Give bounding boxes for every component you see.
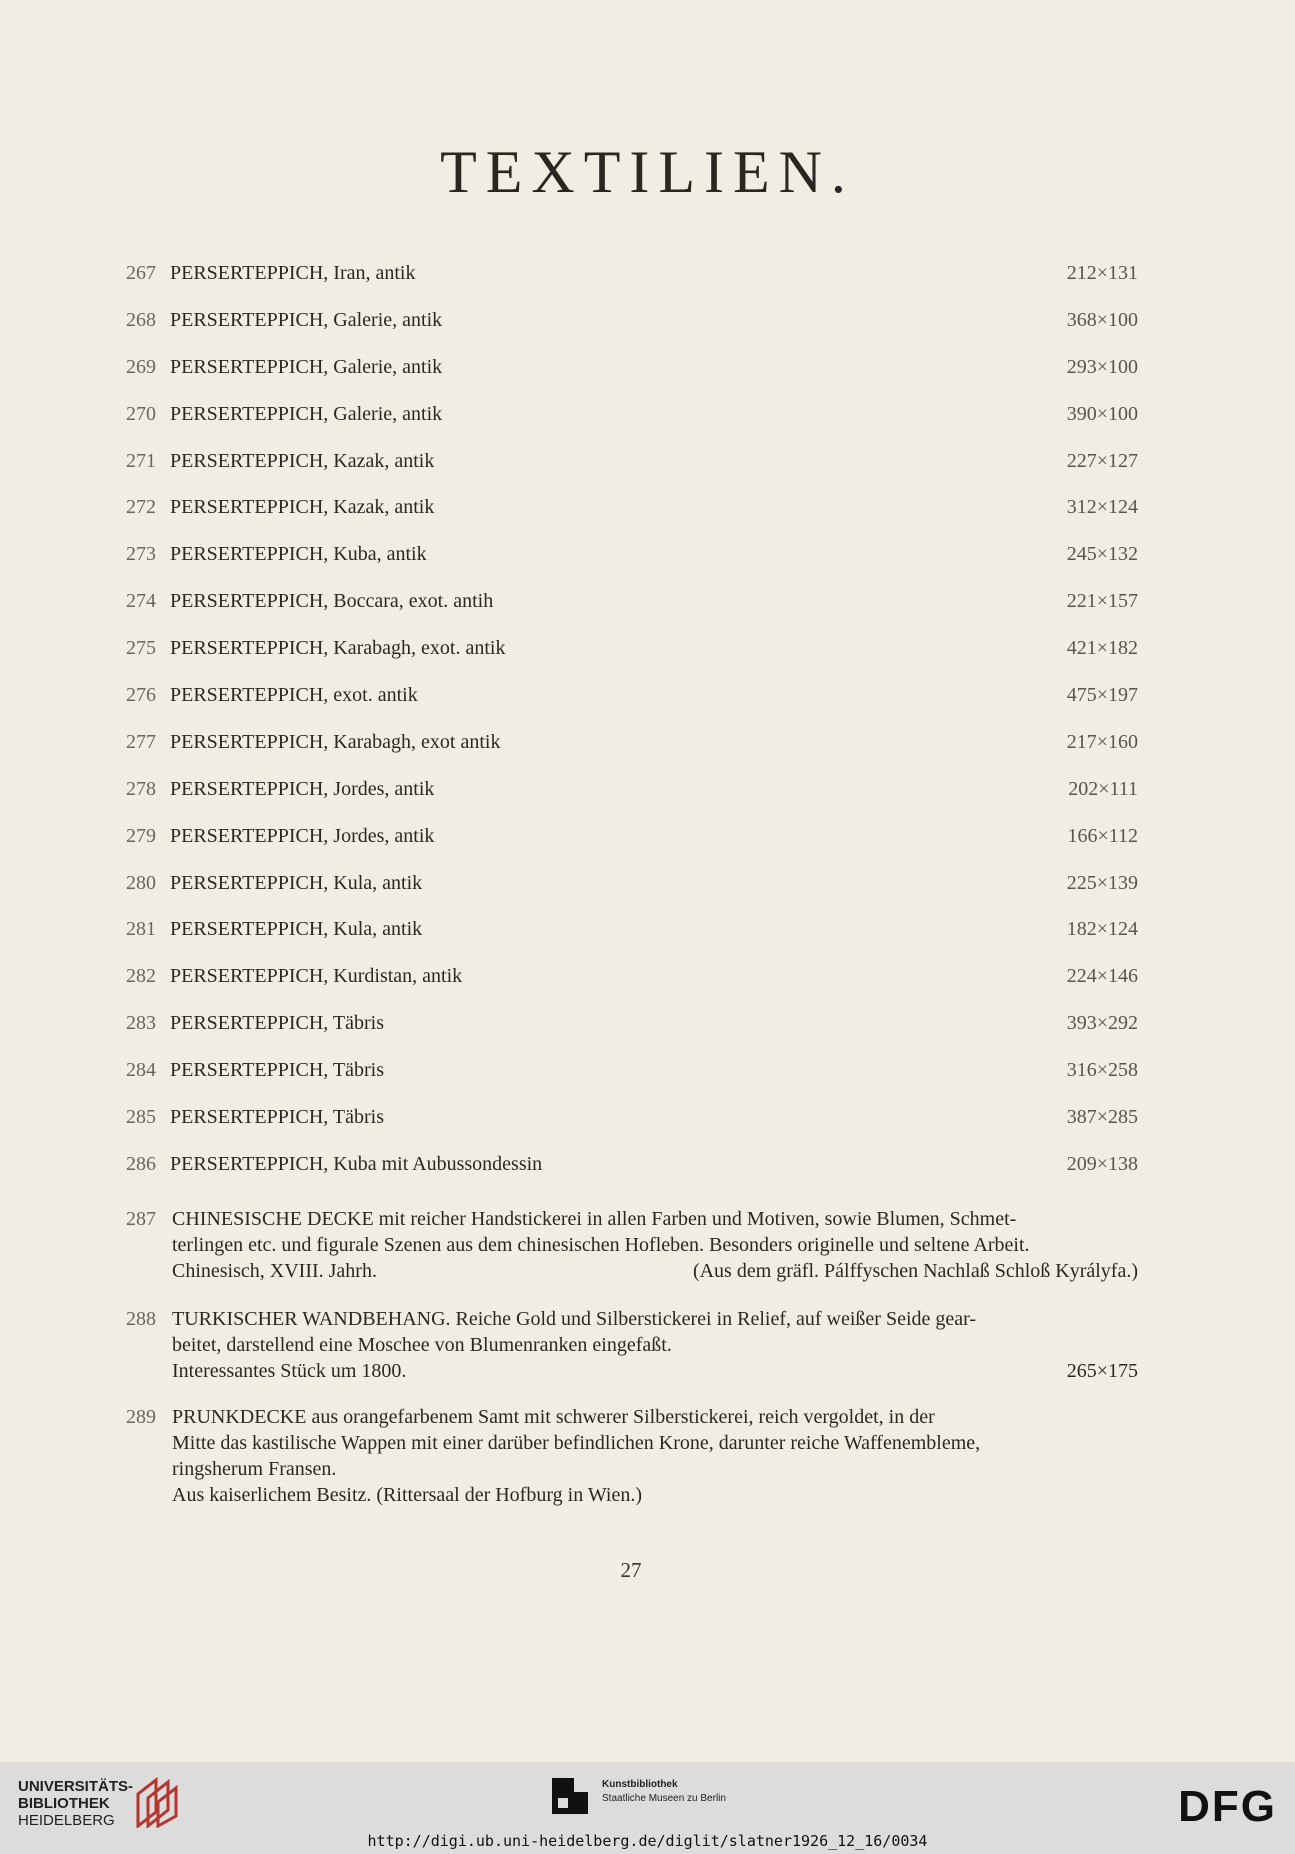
entry-body: [172, 1206, 1138, 1284]
item-description: PERSERTEPPICH, Iran, antik: [170, 262, 416, 284]
ub-logo-line: HEIDELBERG: [18, 1812, 115, 1829]
entry-287: [126, 1206, 1138, 1284]
item-number: 272: [126, 496, 156, 519]
item-number: 281: [126, 918, 156, 941]
permalink-url[interactable]: http://digi.ub.uni-heidelberg.de/diglit/slatner1926_12_16/0034: [367, 1832, 928, 1850]
entry-line: ringsherum Fransen.: [172, 1458, 337, 1480]
entry-line: CHINESISCHE DECKE mit reicher Handstickerei in allen Farben und Motiven, sowie Blumen, Schmet-: [172, 1208, 1017, 1230]
item-description: PERSERTEPPICH, Karabagh, exot antik: [170, 730, 501, 753]
catalog-row: [126, 1055, 1138, 1102]
entry-origin: Chinesisch, XVIII. Jahrh.: [172, 1260, 377, 1282]
item-dimensions: 212×131: [1066, 262, 1138, 284]
item-description: PERSERTEPPICH, Kazak, antik: [170, 449, 435, 472]
item-dimensions: 316×258: [1066, 1059, 1138, 1082]
item-number: 286: [126, 1152, 156, 1175]
entry-line: Mitte das kastilische Wappen mit einer darüber befindlichen Krone, darunter reiche Waffenembleme,: [172, 1432, 981, 1454]
catalog-row: [126, 727, 1138, 774]
item-number: 267: [126, 262, 156, 284]
catalog-row: [126, 399, 1138, 446]
item-number: 277: [126, 730, 156, 753]
catalog-row: [126, 492, 1138, 539]
item-dimensions: 387×285: [1066, 1106, 1138, 1129]
catalog-row: [126, 961, 1138, 1008]
entry-number: 289: [126, 1406, 156, 1428]
item-number: 285: [126, 1106, 156, 1129]
item-dimensions: 393×292: [1066, 1012, 1138, 1035]
entry-line: PRUNKDECKE aus orangefarbenem Samt mit schwerer Silberstickerei, reich vergoldet, in der: [172, 1406, 935, 1428]
item-dimensions: 245×132: [1066, 543, 1138, 566]
item-number: 278: [126, 777, 156, 800]
entry-line: [172, 1258, 1138, 1284]
item-number: 280: [126, 871, 156, 894]
entry-line: [172, 1358, 1138, 1384]
item-number: 268: [126, 308, 156, 331]
item-description: PERSERTEPPICH, Täbris: [170, 1012, 385, 1035]
item-dimensions: 475×197: [1066, 684, 1138, 707]
item-description: PERSERTEPPICH, Kazak, antik: [170, 496, 435, 519]
entry-date: Interessantes Stück um 1800.: [172, 1360, 407, 1382]
catalog-row: [126, 868, 1138, 915]
item-description: PERSERTEPPICH, Kuba, antik: [170, 543, 427, 566]
item-number: 273: [126, 543, 156, 566]
item-number: 283: [126, 1012, 156, 1035]
ub-emblem-icon: [130, 1772, 180, 1828]
catalog-row: [126, 1102, 1138, 1149]
ub-heidelberg-logo[interactable]: [18, 1778, 133, 1829]
entry-body: [172, 1306, 1138, 1384]
page-title: TEXTILIEN.: [440, 139, 855, 205]
item-description: PERSERTEPPICH, exot. antik: [170, 684, 418, 707]
catalog-row: [126, 633, 1138, 680]
item-number: 271: [126, 449, 156, 472]
entry-288: [126, 1306, 1138, 1384]
item-description: PERSERTEPPICH, Täbris: [170, 1106, 385, 1129]
item-description: PERSERTEPPICH, Boccara, exot. antih: [170, 590, 494, 613]
item-dimensions: 368×100: [1066, 308, 1138, 331]
item-dimensions: 209×138: [1066, 1152, 1138, 1175]
item-description: PERSERTEPPICH, Galerie, antik: [170, 308, 443, 331]
entry-provenance: Aus kaiserlichem Besitz. (Rittersaal der Hofburg in Wien.): [172, 1484, 642, 1506]
item-dimensions: 312×124: [1066, 496, 1138, 519]
entry-dimensions: 265×175: [1066, 1360, 1138, 1382]
item-dimensions: 182×124: [1066, 918, 1138, 941]
item-number: 282: [126, 965, 156, 988]
item-dimensions: 217×160: [1066, 730, 1138, 753]
entry-line: terlingen etc. und figurale Szenen aus dem chinesischen Hofleben. Besonders originelle und seltene Arbeit.: [172, 1234, 1030, 1256]
item-description: PERSERTEPPICH, Galerie, antik: [170, 402, 443, 425]
catalog-row: [126, 352, 1138, 399]
item-list: [126, 258, 1138, 1196]
dfg-logo[interactable]: DFG: [1178, 1782, 1277, 1831]
item-description: PERSERTEPPICH, Jordes, antik: [170, 777, 435, 800]
catalog-row: [126, 586, 1138, 633]
footer-bar: [0, 1762, 1295, 1854]
catalog-row: [126, 1008, 1138, 1055]
ub-logo-line: UNIVERSITÄTS-: [18, 1778, 134, 1795]
item-description: PERSERTEPPICH, Täbris: [170, 1059, 385, 1082]
ub-logo-line: BIBLIOTHEK: [18, 1795, 110, 1812]
item-dimensions: 225×139: [1066, 871, 1138, 894]
item-description: PERSERTEPPICH, Galerie, antik: [170, 355, 443, 378]
item-dimensions: 293×100: [1066, 355, 1138, 378]
item-description: PERSERTEPPICH, Kula, antik: [170, 918, 423, 941]
kunstbibliothek-logo-icon: [552, 1778, 588, 1814]
kunstbibliothek-logo[interactable]: [602, 1778, 726, 1806]
entry-body: [172, 1404, 1138, 1508]
catalog-row: [126, 446, 1138, 493]
catalog-row: [126, 539, 1138, 586]
item-description: PERSERTEPPICH, Kurdistan, antik: [170, 965, 463, 988]
item-dimensions: 202×111: [1068, 777, 1138, 800]
catalog-row: [126, 914, 1138, 961]
entry-289: [126, 1404, 1138, 1508]
item-description: PERSERTEPPICH, Kula, antik: [170, 871, 423, 894]
item-number: 275: [126, 637, 156, 660]
entry-line: beitet, darstellend eine Moschee von Blumenranken eingefaßt.: [172, 1334, 672, 1356]
catalog-row: [126, 680, 1138, 727]
entry-number: 287: [126, 1208, 156, 1230]
kb-logo-line: Kunstbibliothek: [602, 1779, 678, 1790]
item-dimensions: 227×127: [1066, 449, 1138, 472]
item-description: PERSERTEPPICH, Karabagh, exot. antik: [170, 637, 506, 660]
item-dimensions: 390×100: [1066, 402, 1138, 425]
item-number: 276: [126, 684, 156, 707]
item-description: PERSERTEPPICH, Kuba mit Aubussondessin: [170, 1152, 543, 1175]
item-dimensions: 421×182: [1066, 637, 1138, 660]
item-dimensions: 224×146: [1066, 965, 1138, 988]
item-number: 274: [126, 590, 156, 613]
item-description: PERSERTEPPICH, Jordes, antik: [170, 824, 435, 847]
item-number: 284: [126, 1059, 156, 1082]
catalog-row: [126, 774, 1138, 821]
item-number: 270: [126, 402, 156, 425]
catalog-row: [126, 305, 1138, 352]
kb-logo-line: Staatliche Museen zu Berlin: [602, 1793, 726, 1804]
entry-number: 288: [126, 1308, 156, 1330]
entry-line: TURKISCHER WANDBEHANG. Reiche Gold und Silberstickerei in Relief, auf weißer Seide gear-: [172, 1308, 977, 1330]
item-number: 279: [126, 824, 156, 847]
entry-provenance: (Aus dem gräfl. Pálffyschen Nachlaß Schloß Kyrályfa.): [692, 1260, 1138, 1282]
catalog-row: [126, 821, 1138, 868]
page-number: 27: [620, 1558, 642, 1582]
item-dimensions: 221×157: [1066, 590, 1138, 613]
item-dimensions: 166×112: [1067, 824, 1138, 847]
catalog-row: [126, 258, 1138, 305]
catalog-row: [126, 1149, 1138, 1196]
item-number: 269: [126, 355, 156, 378]
